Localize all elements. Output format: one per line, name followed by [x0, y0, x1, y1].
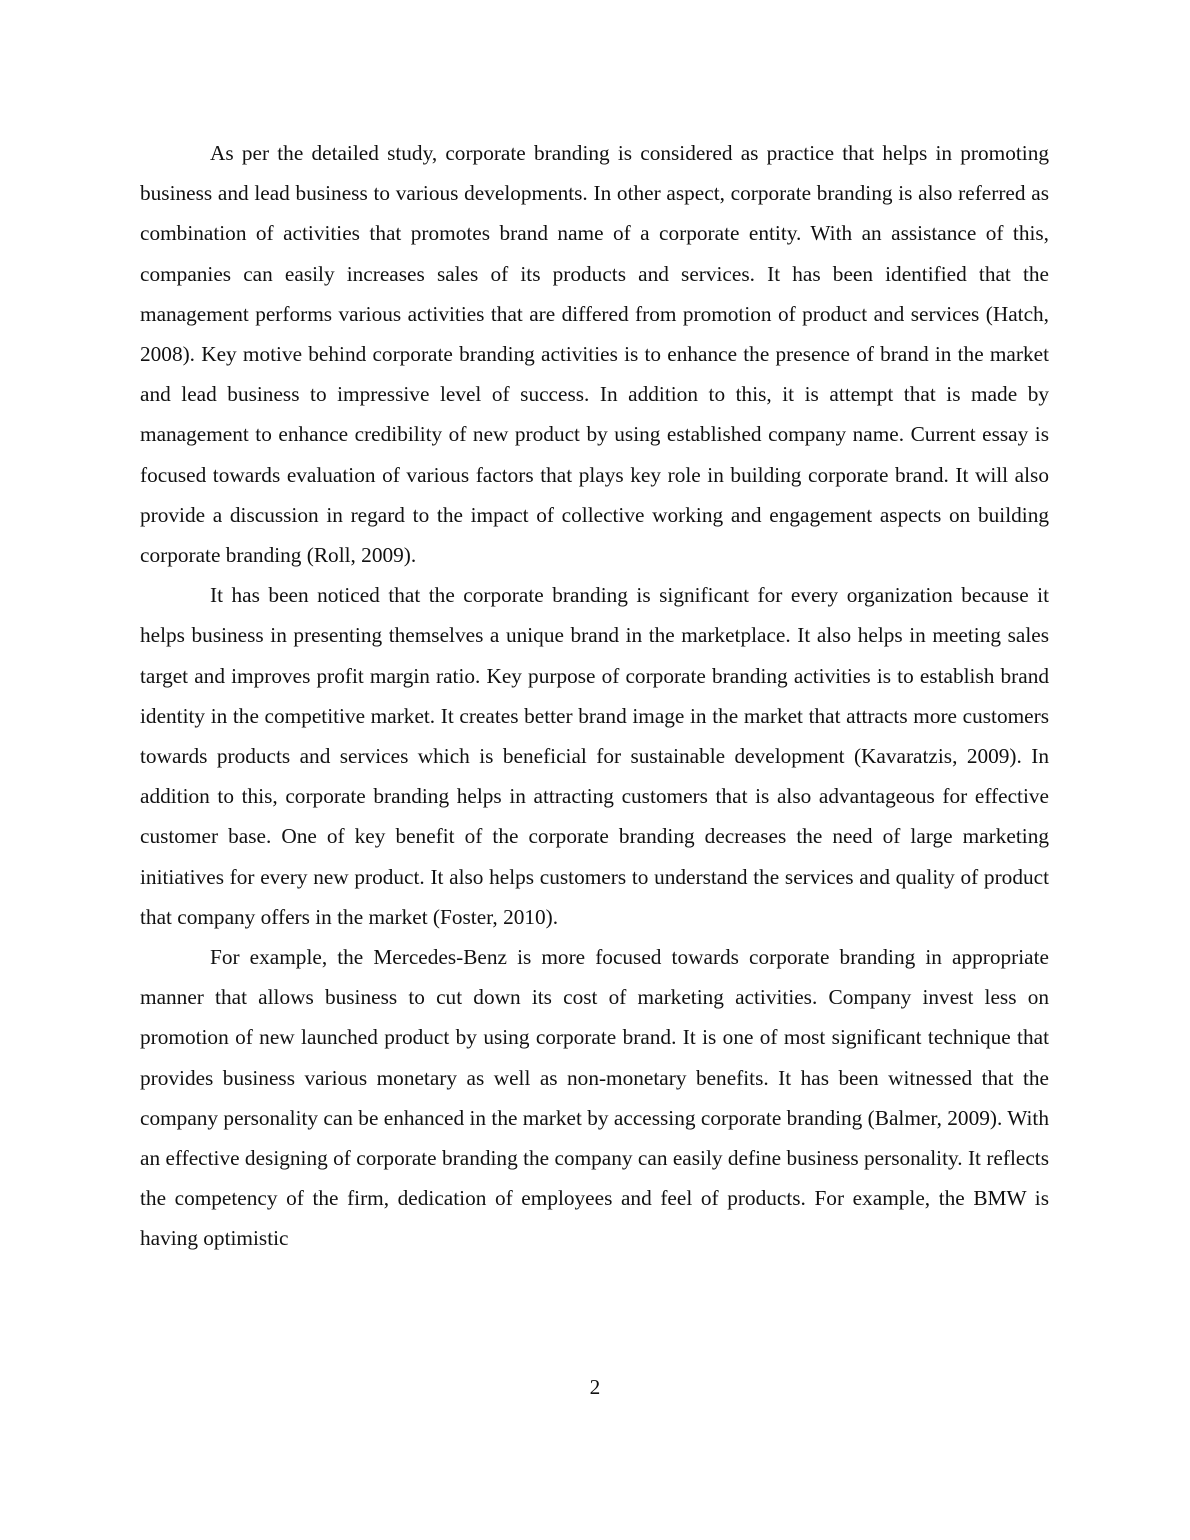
paragraph-2: It has been noticed that the corporate branding is significant for every organization because it helps business in presenting themselves a unique brand in the marketplace. It also helps in meeting sales target and improves profit margin ratio. Key purpose of corporate branding activities is to establish brand identity in the competitive market. It creates better brand image in the market that attracts more customers towards products and services which is beneficial for sustainable development (Kavaratzis, 2009). In addition to this, corporate branding helps in attracting customers that is also advantageous for effective customer base. One of key benefit of the corporate branding decreases the need of large marketing initiatives for every new product. It also helps customers to understand the services and quality of product that company offers in the market (Foster, 2010). [140, 583, 1049, 929]
page-number: 2 [589, 1375, 601, 1399]
paragraph-3: For example, the Mercedes-Benz is more focused towards corporate branding in appropriate manner that allows business to cut down its cost of marketing activities. Company invest less on promotion of new launched product by using corporate brand. It is one of most significant technique that provides business various monetary as well as non-monetary benefits. It has been witnessed that the company personality can be enhanced in the market by accessing corporate branding (Balmer, 2009). With an effective designing of corporate branding the company can easily define business personality. It reflects the competency of the firm, dedication of employees and feel of products. For example, the BMW is having optimistic [140, 945, 1049, 1251]
body-text [140, 133, 1049, 1259]
paragraph-1: As per the detailed study, corporate branding is considered as practice that helps in promoting business and lead business to various developments. In other aspect, corporate branding is also referred as combination of activities that promotes brand name of a corporate entity. With an assistance of this, companies can easily increases sales of its products and services. It has been identified that the management performs various activities that are differed from promotion of product and services (Hatch, 2008). Key motive behind corporate branding activities is to enhance the presence of brand in the market and lead business to impressive level of success. In addition to this, it is attempt that is made by management to enhance credibility of new product by using established company name. Current essay is focused towards evaluation of various factors that plays key role in building corporate brand. It will also provide a discussion in regard to the impact of collective working and engagement aspects on building corporate branding (Roll, 2009). [140, 141, 1049, 568]
